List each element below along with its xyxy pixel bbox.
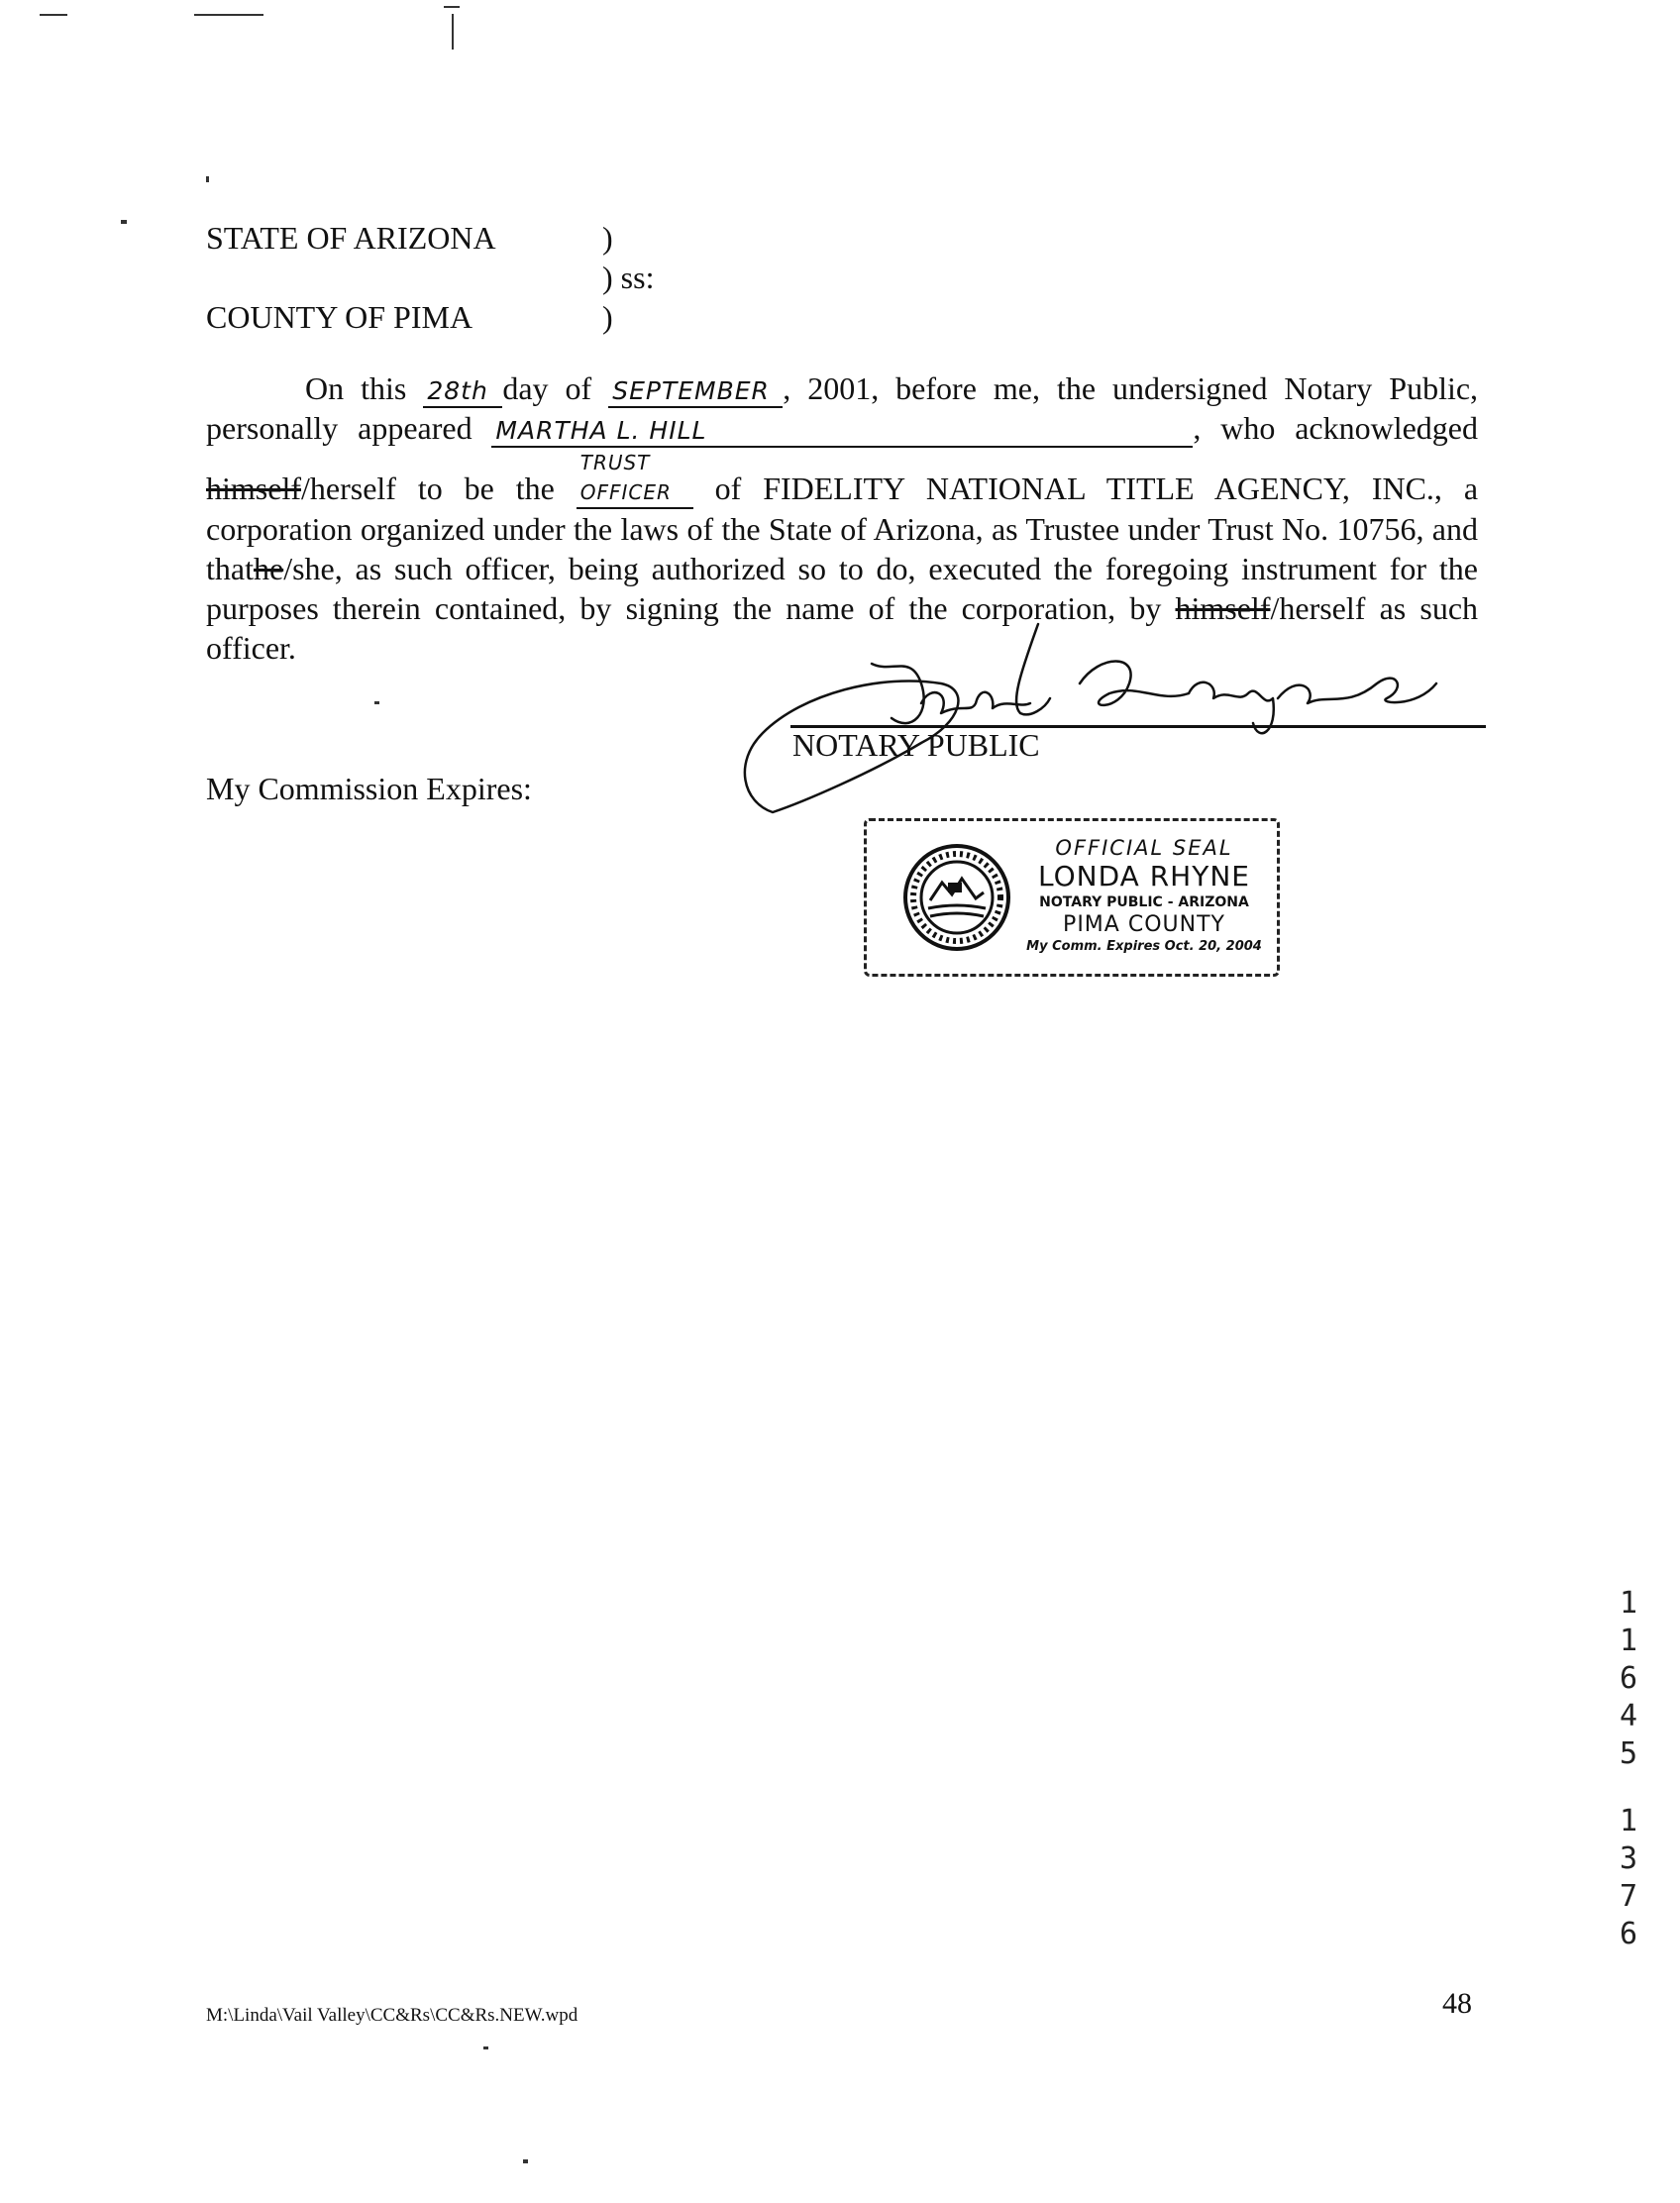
person-name-field: MARTHA L. HILL: [491, 416, 1193, 448]
stamp-digit: 1: [1619, 1586, 1638, 1621]
ack-text: , who acknowledged: [1193, 410, 1478, 446]
scan-mark: [206, 176, 209, 182]
commission-expires-label: My Commission Expires:: [206, 771, 532, 806]
scan-mark: [40, 14, 67, 16]
notary-signature-block: [723, 614, 1496, 832]
scan-mark: [194, 14, 263, 16]
ack-text: /herself to be the: [300, 471, 555, 506]
officer-title-field: TRUST OFFICER: [577, 448, 693, 509]
official-seal-stamp: [864, 818, 1280, 977]
seal-title: OFFICIAL SEAL: [1055, 836, 1233, 860]
seal-expiration: My Comm. Expires Oct. 20, 2004: [1026, 939, 1262, 954]
ack-text: , 2001, before me, the undersigned Notary Public, personally appeared: [206, 370, 1479, 446]
month-field: SEPTEMBER: [608, 376, 783, 408]
scan-mark: [483, 2046, 488, 2049]
stamp-digit: 6: [1619, 1917, 1638, 1951]
seal-notary-name: LONDA RHYNE: [1038, 860, 1250, 892]
scan-mark: [452, 14, 454, 50]
stamp-digit: 1: [1619, 1624, 1638, 1658]
county-line: COUNTY OF PIMA: [206, 299, 473, 335]
scan-mark: [444, 6, 460, 8]
seal-notary-state: NOTARY PUBLIC - ARIZONA: [1039, 894, 1249, 910]
ack-text: day of: [502, 370, 592, 406]
ack-text: /herself as such officer.: [206, 590, 1479, 666]
file-path-footer: M:\Linda\Vail Valley\CC&Rs\CC&Rs.NEW.wpd: [206, 2005, 578, 2026]
ack-text: On this: [305, 370, 407, 406]
recording-number-stamp: [1609, 1585, 1648, 1953]
ack-text: /she, as such officer, being authorized so to do, executed the foregoing instrument for the purposes therein contained, by signing the name of the corporation, by: [206, 551, 1478, 626]
scan-mark: [523, 2159, 528, 2163]
venue-paren-ss: ) ss:: [602, 260, 655, 295]
notary-public-label: NOTARY PUBLIC: [792, 727, 1040, 763]
page-number: 48: [1442, 1987, 1472, 2020]
stamp-digit: 4: [1619, 1699, 1638, 1733]
stamp-digit: 1: [1619, 1804, 1638, 1838]
stamp-digit: 3: [1619, 1841, 1638, 1876]
struck-word: he: [253, 551, 284, 586]
venue-paren-top: ): [602, 220, 613, 256]
handwritten-signature: [723, 614, 1496, 832]
seal-county: PIMA COUNTY: [1063, 912, 1225, 937]
struck-word: himself: [206, 471, 301, 506]
venue-paren-bottom: ): [602, 299, 613, 335]
stamp-digit: 6: [1619, 1661, 1638, 1696]
scan-mark: [374, 701, 379, 704]
stamp-digit: 7: [1619, 1879, 1638, 1914]
seal-text: [1015, 835, 1273, 956]
stamp-digit: 5: [1619, 1736, 1638, 1771]
state-line: STATE OF ARIZONA: [206, 220, 496, 256]
struck-word: himself: [1175, 590, 1271, 626]
day-field: 28th: [423, 376, 502, 408]
ack-text: of FIDELITY NATIONAL TITLE AGENCY, INC., a corporation organized under the laws of the State of Arizona, as Trustee under Trust No. 10756, and that: [206, 471, 1479, 586]
scan-mark: [121, 220, 127, 224]
arizona-state-seal-icon: [902, 843, 1011, 952]
